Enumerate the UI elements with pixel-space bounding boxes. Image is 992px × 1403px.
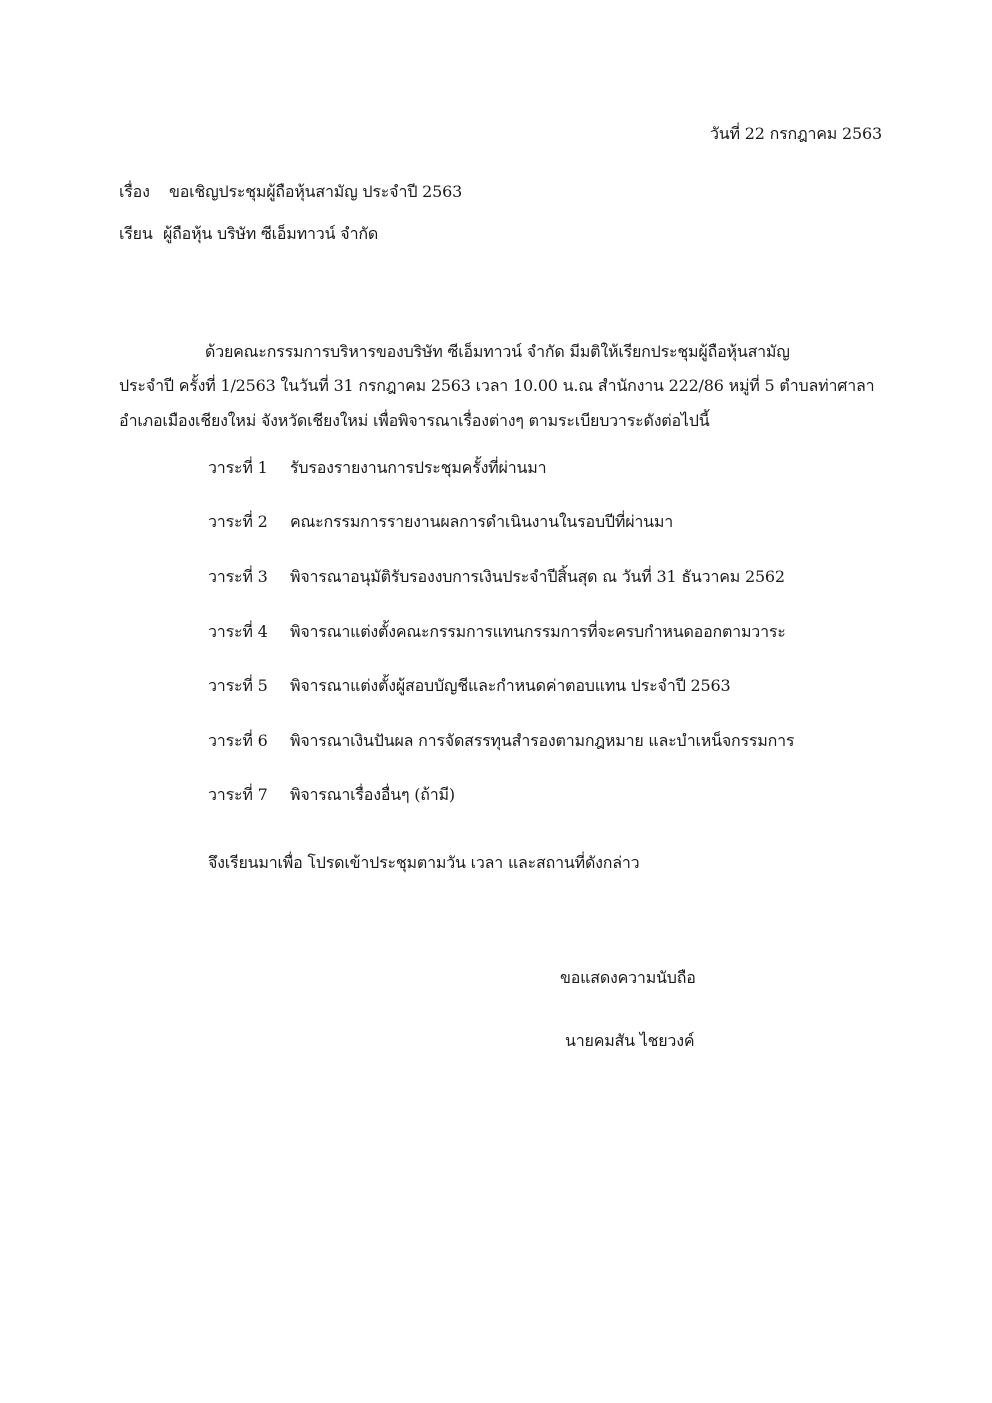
agenda-number: วาระที่ 4 <box>208 622 268 641</box>
body-line-2: ประจำปี ครั้งที่ 1/2563 ในวันที่ 31 กรกฎาคม 2563 เวลา 10.00 น.ณ สำนักงาน 222/86 หมู่ที่ 5 ตำบลท่าศาลา <box>119 376 875 395</box>
agenda-item <box>208 731 794 751</box>
agenda-item <box>208 458 546 478</box>
agenda-item <box>208 567 785 587</box>
agenda-item <box>208 785 455 805</box>
agenda-number: วาระที่ 1 <box>208 458 268 477</box>
agenda-text: พิจารณาเรื่องอื่นๆ (ถ้ามี) <box>290 785 455 804</box>
letter-date: วันที่ 22 กรกฎาคม 2563 <box>710 124 882 143</box>
body-line-3: อำเภอเมืองเชียงใหม่ จังหวัดเชียงใหม่ เพื่อพิจารณาเรื่องต่างๆ ตามระเบียบวาระดังต่อไปนี้ <box>119 411 710 430</box>
signer-name: นายคมสัน ไชยวงค์ <box>565 1031 695 1050</box>
agenda-text: รับรองรายงานการประชุมครั้งที่ผ่านมา <box>290 458 547 477</box>
recipient-text: ผู้ถือหุ้น บริษัท ซีเอ็มทาวน์ จำกัด <box>163 224 379 243</box>
agenda-number: วาระที่ 2 <box>208 512 268 531</box>
closing-line: จึงเรียนมาเพื่อ โปรดเข้าประชุมตามวัน เวลา และสถานที่ดังกล่าว <box>208 853 640 872</box>
agenda-number: วาระที่ 7 <box>208 785 268 804</box>
recipient-label: เรียน <box>119 224 153 243</box>
agenda-text: พิจารณาอนุมัติรับรองงบการเงินประจำปีสิ้นสุด ณ วันที่ 31 ธันวาคม 2562 <box>290 567 785 586</box>
agenda-number: วาระที่ 5 <box>208 676 268 695</box>
agenda-item <box>208 676 730 696</box>
agenda-item <box>208 512 673 532</box>
subject-label: เรื่อง <box>119 182 150 201</box>
agenda-text: พิจารณาแต่งตั้งคณะกรรมการแทนกรรมการที่จะครบกำหนดออกตามวาระ <box>290 622 786 641</box>
agenda-text: คณะกรรมการรายงานผลการดำเนินงานในรอบปีที่ผ่านมา <box>290 512 674 531</box>
agenda-number: วาระที่ 3 <box>208 567 268 586</box>
subject-line <box>119 182 462 202</box>
agenda-text: พิจารณาเงินปันผล การจัดสรรทุนสำรองตามกฎหมาย และบำเหน็จกรรมการ <box>290 731 795 750</box>
recipient-line <box>119 224 378 244</box>
body-line-1: ด้วยคณะกรรมการบริหารของบริษัท ซีเอ็มทาวน์ จำกัด มีมติให้เรียกประชุมผู้ถือหุ้นสามัญ <box>205 342 790 361</box>
agenda-text: พิจารณาแต่งตั้งผู้สอบบัญชีและกำหนดค่าตอบแทน ประจำปี 2563 <box>290 676 731 695</box>
subject-text: ขอเชิญประชุมผู้ถือหุ้นสามัญ ประจำปี 2563 <box>169 182 463 201</box>
agenda-number: วาระที่ 6 <box>208 731 268 750</box>
sign-off: ขอแสดงความนับถือ <box>560 968 696 987</box>
agenda-item <box>208 622 786 642</box>
